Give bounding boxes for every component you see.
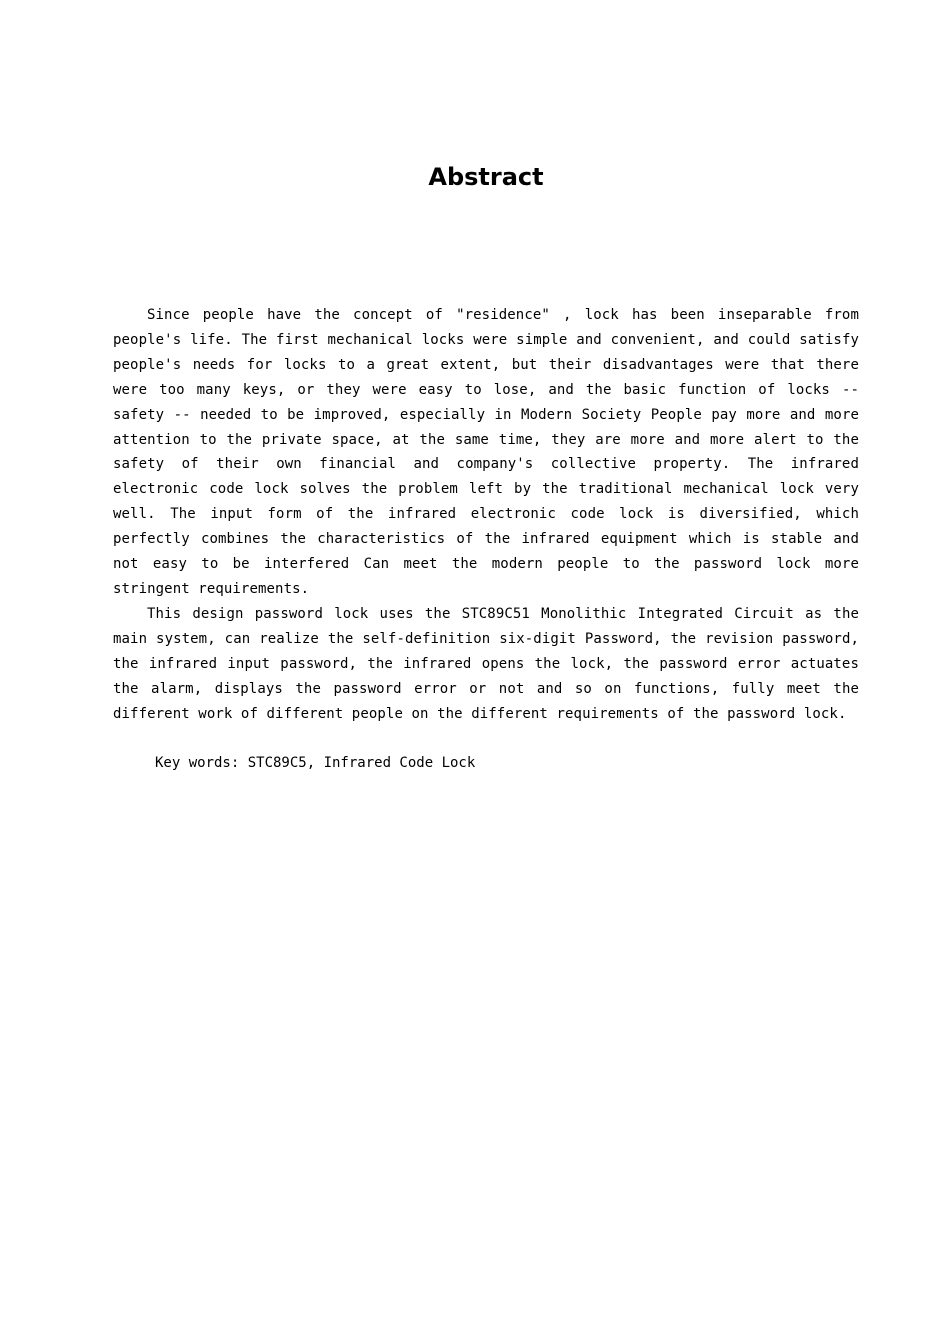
abstract-paragraph-1: Since people have the concept of "residence" , lock has been inseparable from people's life. The first mechanical locks were simple and convenient, and could satisfy people's needs for locks to a great extent, but their disadvantages were that there were too many keys, or they were easy to lose, and the basic function of locks -- safety -- needed to be improved, especially in Modern Society People pay more and more attention to the private space, at the same time, they are more and more alert to the safety of their own financial and company's collective property. The infrared electronic code lock solves the problem left by the traditional mechanical lock very well. The input form of the infrared electronic code lock is diversified, which perfectly combines the characteristics of the infrared equipment which is stable and not easy to be interfered Can meet the modern people to the password lock more stringent requirements. [113,307,859,597]
abstract-body [113,303,859,726]
keywords-line: Key words: STC89C5, Infrared Code Lock [155,755,476,771]
abstract-paragraph-2: This design password lock uses the STC89C51 Monolithic Integrated Circuit as the main system, can realize the self-definition six-digit Password, the revision password, the infrared input password, the infrared opens the lock, the password error actuates the alarm, displays the password error or not and so on functions, fully meet the different work of different people on the different requirements of the password lock. [113,605,859,722]
abstract-title: Abstract [428,163,544,191]
